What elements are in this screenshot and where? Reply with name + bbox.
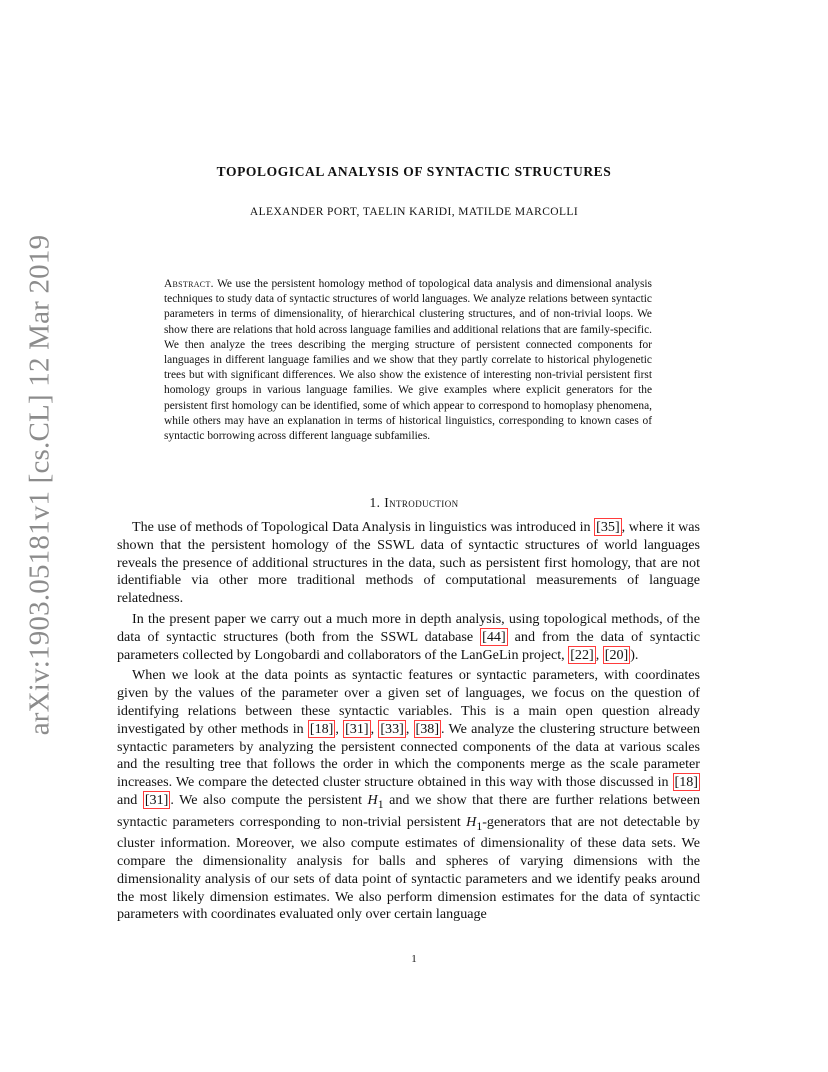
citation-link[interactable]: [18] — [674, 774, 698, 791]
text-run: , — [335, 720, 344, 737]
citation-link[interactable]: [22] — [570, 646, 594, 663]
abstract-label: Abstract. — [164, 278, 214, 290]
text-run: and from the data of syntactic parameters collected by Longobardi and collaborators of the LanGeLin project, — [117, 628, 700, 663]
math-symbol: H — [367, 791, 378, 808]
body-text — [117, 519, 700, 927]
text-run: . We analyze the clustering structure between syntactic parameters by analyzing the persistent connected components of the data at various scales and the resulting tree that follows the order in which the components merge as the scale parameter increases. We compare the detected cluster structure obtained in this way with those discussed in — [117, 720, 701, 791]
citation-link[interactable]: [35] — [596, 519, 620, 535]
paper-title: TOPOLOGICAL ANALYSIS OF SYNTACTIC STRUCTURES — [216, 164, 612, 179]
citation-link[interactable]: [31] — [345, 720, 369, 737]
abstract — [164, 277, 652, 444]
math-subscript: 1 — [476, 819, 483, 833]
section-number: 1. — [369, 495, 381, 510]
text-run: . We also compute the persistent — [170, 791, 368, 808]
text-run: -generators that are not detectable by cluster information. Moreover, we also compute estimates of dimensionality of these data sets. We compare the dimensionality analysis for balls and spheres of varying dimensions with the dimensionality analysis of our sets of data point of syntactic parameters and we identify peaks around the most likely dimension estimates. We also perform dimension estimates for the data of syntactic parameters with coordinates evaluated only over certain language — [117, 813, 700, 923]
text-run: ). — [630, 646, 639, 663]
section-title-text: Introduction — [384, 495, 459, 510]
citation-link[interactable]: [20] — [604, 646, 629, 663]
text-run: and we show that there are further relations between syntactic parameters corresponding to non-trivial persistent — [117, 791, 700, 830]
paper-authors: ALEXANDER PORT, TAELIN KARIDI, MATILDE MARCOLLI — [249, 206, 579, 218]
text-run: The use of methods of Topological Data Analysis in linguistics was introduced in — [132, 519, 595, 535]
citation-link[interactable]: [38] — [415, 720, 440, 737]
text-run: In the present paper we carry out a much more in depth analysis, using topological methods, of the data of syntactic structures (both from the SSWL database — [117, 610, 700, 645]
paragraph-2 — [117, 611, 700, 664]
text-run: , — [370, 720, 379, 737]
arxiv-identifier-text: arXiv:1903.05181v1 [cs.CL] 12 Mar 2019 — [23, 234, 56, 736]
citation-link[interactable]: [33] — [380, 720, 404, 737]
section-heading — [0, 495, 828, 511]
math-subscript: 1 — [377, 797, 384, 811]
text-run: and — [117, 791, 143, 808]
text-run: When we look at the data points as syntactic features or syntactic parameters, with coordinates given by the values of the parameter over a given set of languages, we focus on the question of identifying relations between these syntactic variables. This is a main open question already investigated by other methods in — [117, 667, 700, 737]
page-number: 1 — [411, 953, 417, 965]
citation-link[interactable]: [31] — [144, 791, 169, 808]
citation-link[interactable]: [44] — [482, 628, 506, 645]
paragraph-1 — [117, 519, 700, 608]
math-symbol: H — [466, 813, 477, 830]
text-run: , — [405, 720, 414, 737]
text-run: , — [595, 646, 603, 663]
abstract-text: We use the persistent homology method of topological data analysis and dimensional analysis techniques to study data of syntactic structures of world languages. We analyze relations between syntactic parameters in terms of dimensionality, of hierarchical clustering structures, and of non-trivial loops. We show there are relations that hold across language families and additional relations that are family-specific. We then analyze the trees describing the merging structure of persistent connected components for languages in different language families and we show that they partly correlate to historical phylogenetic trees but with significant differences. We also show the existence of interesting non-trivial persistent first homology groups in various language families. We give examples where explicit generators for the persistent first homology can be identified, some of which appear to correspond to homoplasy phenomena, while others may have an explanation in terms of historical linguistics, corresponding to known cases of syntactic borrowing across different language subfamilies. — [164, 278, 652, 443]
paragraph-3 — [117, 667, 700, 924]
text-run: , where it was shown that the persistent homology of the SSWL data of syntactic structures of world languages reveals the presence of additional structures in the data, such as persistent first homology, that are not identifiable via other more traditional methods of computational measurements of language relatedness. — [117, 519, 700, 607]
citation-link[interactable]: [18] — [309, 720, 334, 737]
